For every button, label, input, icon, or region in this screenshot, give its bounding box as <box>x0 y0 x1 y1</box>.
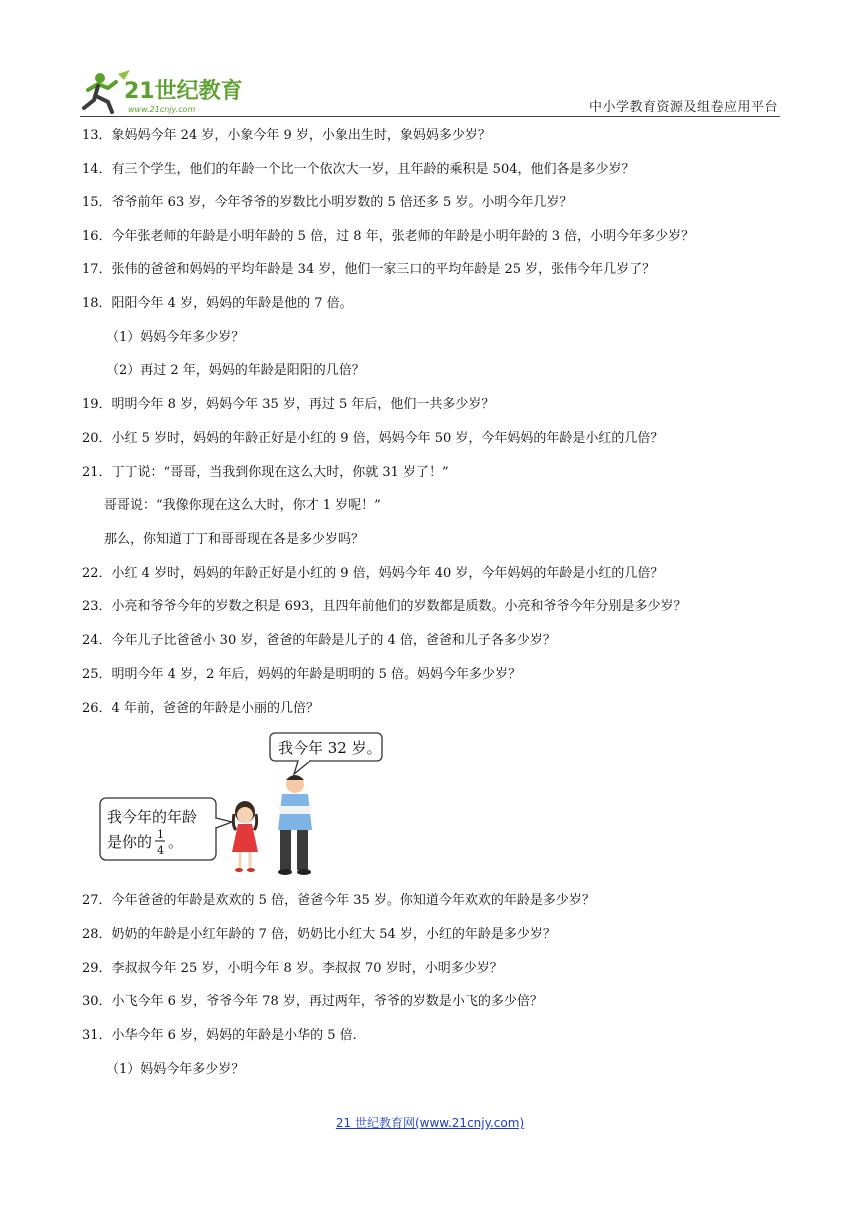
question-17: 17．张伟的爸爸和妈妈的平均年龄是 34 岁，他们一家三口的平均年龄是 25 岁，张伟今年几岁了？ <box>82 262 656 277</box>
question-18-part-1: （1）妈妈今年多少岁？ <box>106 330 245 345</box>
page-header <box>0 0 860 120</box>
logo-url: www.21cnjy.com <box>128 105 196 114</box>
question-20: 20．小红 5 岁时，妈妈的年龄正好是小红的 9 倍，妈妈今年 50 岁，今年妈妈的年龄是小红的几倍？ <box>82 431 664 446</box>
logo-21cnjy[interactable] <box>78 68 258 116</box>
question-24: 24．今年儿子比爸爸小 30 岁，爸爸的年龄是儿子的 4 倍，爸爸和儿子各多少岁？ <box>82 633 556 648</box>
man-speech-text: 我今年 32 岁。 <box>278 739 382 757</box>
girl-speech-suffix: 。 <box>168 833 184 851</box>
header-divider <box>80 116 780 117</box>
question-15: 15．爷爷前年 63 岁，今年爷爷的岁数比小明岁数的 5 倍还多 5 岁。小明今年几岁？ <box>82 195 573 210</box>
question-21: 21．丁丁说：“哥哥，当我到你现在这么大时，你就 31 岁了！” <box>82 465 449 480</box>
question-19: 19．明明今年 8 岁，妈妈今年 35 岁，再过 5 年后，他们一共多少岁？ <box>82 397 495 412</box>
question-30: 30．小飞今年 6 岁，爷爷今年 78 岁，再过两年，爷爷的岁数是小飞的多少倍？ <box>82 994 543 1009</box>
question-16: 16．今年张老师的年龄是小明年龄的 5 倍，过 8 年，张老师的年龄是小明年龄的 3 倍，小明今年多少岁？ <box>82 229 695 244</box>
question-26-illustration <box>98 730 398 880</box>
fraction-denominator: 4 <box>157 844 164 857</box>
question-18-part-2: （2）再过 2 年，妈妈的年龄是阳阳的几倍？ <box>106 363 365 378</box>
question-25: 25．明明今年 4 岁，2 年后，妈妈的年龄是明明的 5 倍。妈妈今年多少岁？ <box>82 667 522 682</box>
question-23: 23．小亮和爷爷今年的岁数之积是 693，且四年前他们的岁数都是质数。小亮和爷爷今年分别是多少岁？ <box>82 599 687 614</box>
question-13: 13．象妈妈今年 24 岁，小象今年 9 岁，小象出生时，象妈妈多少岁？ <box>82 128 491 143</box>
question-31: 31．小华今年 6 岁，妈妈的年龄是小华的 5 倍. <box>82 1028 357 1043</box>
fraction-numerator: 1 <box>157 828 164 841</box>
question-22: 22．小红 4 岁时，妈妈的年龄正好是小红的 9 倍，妈妈今年 40 岁，今年妈妈的年龄是小红的几倍？ <box>82 566 664 581</box>
girl-speech-line-1: 我今年的年龄 <box>107 808 198 826</box>
question-21-line-2: 哥哥说：“我像你现在这么大时，你才 1 岁呢！” <box>104 498 381 513</box>
man-figure <box>278 775 312 875</box>
girl-speech-line-2: 是你的 <box>107 833 153 851</box>
platform-name: 中小学教育资源及组卷应用平台 <box>588 100 778 115</box>
question-29: 29．李叔叔今年 25 岁，小明今年 8 岁。李叔叔 70 岁时，小明多少岁？ <box>82 961 503 976</box>
question-27: 27．今年爸爸的年龄是欢欢的 5 倍，爸爸今年 35 岁。你知道今年欢欢的年龄是多少岁？ <box>82 893 595 908</box>
logo-text: 21世纪教育 <box>124 79 243 104</box>
question-18: 18．阳阳今年 4 岁，妈妈的年龄是他的 7 倍。 <box>82 296 353 311</box>
question-31-part-1: （1）妈妈今年多少岁？ <box>106 1062 245 1077</box>
footer-link[interactable]: 21 世纪教育网(www.21cnjy.com) <box>335 1116 525 1130</box>
page-footer <box>0 1114 860 1131</box>
question-28: 28．奶奶的年龄是小红年龄的 7 倍，奶奶比小红大 54 岁，小红的年龄是多少岁？ <box>82 927 556 942</box>
question-26: 26．4 年前，爸爸的年龄是小丽的几倍？ <box>82 701 319 716</box>
question-14: 14．有三个学生，他们的年龄一个比一个依次大一岁，且年龄的乘积是 504，他们各是多少岁？ <box>82 162 635 177</box>
girl-figure <box>232 801 258 872</box>
question-21-line-3: 那么，你知道丁丁和哥哥现在各是多少岁吗？ <box>104 532 365 547</box>
